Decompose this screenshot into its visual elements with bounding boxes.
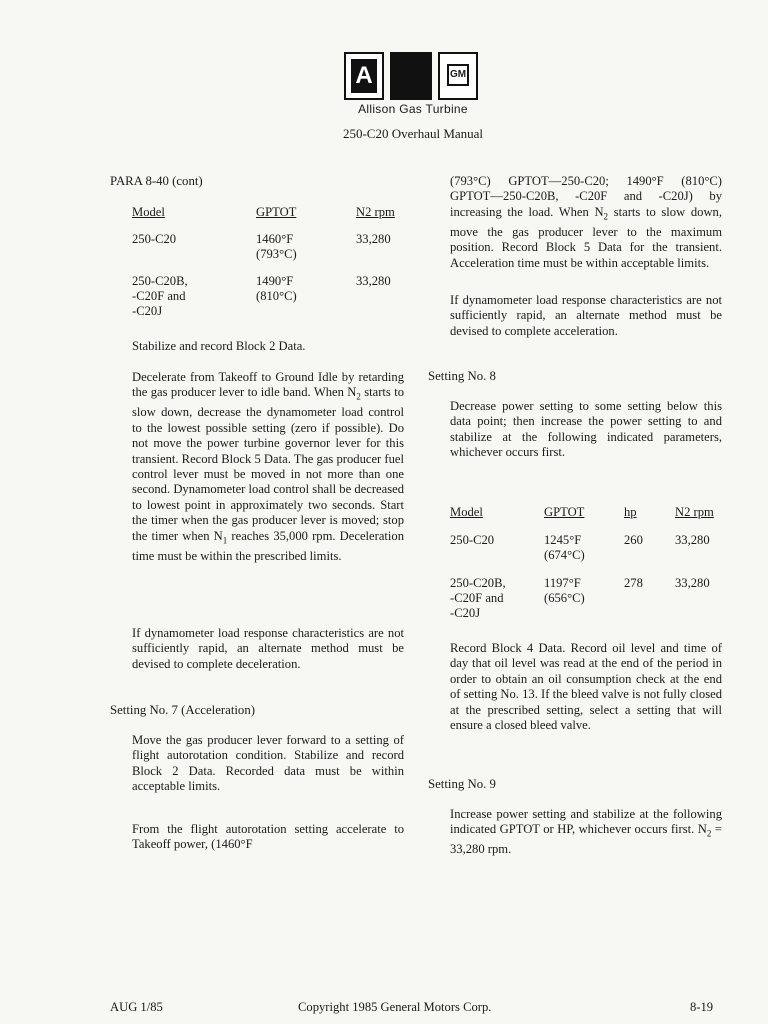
cell-model: 250-C20 bbox=[132, 232, 177, 246]
acceleration-paragraph: Move the gas producer lever forward to a setting of flight autorotation condition. Stabilize and record Block 2 Data. Recorded data must be within acceptable limits. bbox=[132, 733, 404, 794]
dynamometer-decel-paragraph: If dynamometer load response characteristics are not sufficiently rapid, an alternate method must be devised to complete deceleration. bbox=[132, 626, 404, 671]
table-row bbox=[450, 576, 714, 621]
setting-9-heading: Setting No. 9 bbox=[428, 777, 496, 791]
col-header-model: Model bbox=[450, 505, 483, 519]
increase-power-paragraph: Increase power setting and stabilize at the following indicated GPTOT or HP, whichever occurs first. $N_2 = 33,280$ rpm. bbox=[450, 807, 722, 857]
col-header-model: Model bbox=[132, 205, 165, 219]
footer-copyright: Copyright 1985 General Motors Corp. bbox=[298, 1000, 492, 1014]
cell-gptot: 1490°F (810°C) bbox=[256, 274, 297, 303]
table-row bbox=[450, 533, 714, 576]
footer-page-number: 8-19 bbox=[690, 1000, 714, 1014]
col-header-hp: hp bbox=[624, 505, 637, 519]
acceleration-continued-paragraph: (793°C) GPTOT—250-C20; 1490°F (810°C) GPTOT—250-C20B, -C20F and -C20J) by increasing the load. When $N_2$ starts to slow down, move the gas producer lever to the maximum position. Record Block 5 Data for the transient. Acceleration time must be within acceptable limits. bbox=[450, 174, 722, 270]
cell-hp: 260 bbox=[624, 533, 643, 547]
footer-date: AUG 1/85 bbox=[110, 1000, 163, 1014]
cell-gptot: 1197°F (656°C) bbox=[544, 576, 585, 605]
cell-model: 250-C20B, -C20F and -C20J bbox=[450, 576, 506, 620]
record-block4-paragraph: Record Block 4 Data. Record oil level and time of day that oil level was read at the end of the period in order to obtain an oil consumption check at the end of setting No. 13. If the bleed valve is not fully closed at the prescribed setting, select a setting that will ensure a closed bleed valve. bbox=[450, 641, 722, 733]
cell-hp: 278 bbox=[624, 576, 643, 590]
dynamometer-accel-paragraph: If dynamometer load response characteristics are not sufficiently rapid, an alternate method must be devised to complete acceleration. bbox=[450, 293, 722, 338]
gptot-table-2 bbox=[450, 505, 714, 621]
flight-autorotation-paragraph: From the flight autorotation setting accelerate to Takeoff power, (1460°F bbox=[132, 822, 404, 852]
allison-a-glyph: A bbox=[351, 59, 377, 93]
cell-rpm: 33,280 bbox=[675, 533, 710, 547]
cell-model: 250-C20 bbox=[450, 533, 495, 547]
manual-title: 250-C20 Overhaul Manual bbox=[342, 126, 484, 141]
col-header-gptot: GPTOT bbox=[544, 505, 585, 519]
stabilize-text: Stabilize and record Block 2 Data. bbox=[132, 339, 306, 353]
table-header-row bbox=[132, 205, 395, 232]
table-row bbox=[132, 274, 395, 319]
gm-logo-box bbox=[438, 52, 478, 100]
brand-name: Allison Gas Turbine bbox=[358, 102, 468, 116]
setting-7-heading: Setting No. 7 (Acceleration) bbox=[110, 703, 255, 717]
decrease-power-paragraph: Decrease power setting to some setting below this data point; then increase the power setting to and stabilize at the following indicated parameters, whichever occurs first. bbox=[450, 399, 722, 460]
cell-gptot: 1460°F (793°C) bbox=[256, 232, 297, 261]
cell-rpm: 33,280 bbox=[356, 274, 391, 288]
cell-rpm: 33,280 bbox=[675, 576, 710, 590]
table-row bbox=[132, 232, 395, 274]
cell-gptot: 1245°F (674°C) bbox=[544, 533, 585, 562]
decelerate-paragraph: Decelerate from Takeoff to Ground Idle by retarding the gas producer lever to idle band. When $N_2$ starts to slow down, decrease the dynamometer load control to the lowest possible setting (zero if possible). Do not move the power turbine governor lever for this transient. Record Block 5 Data. The gas producer fuel control lever must be moved in not more than one second. Dynamometer load control shall be decreased to lowest point in approximately two seconds. Start the timer when the gas producer lever is moved; stop the timer when $N_1$ reaches 35,000 rpm. Deceleration time must be within the prescribed limits. bbox=[132, 370, 405, 563]
para-heading: PARA 8-40 (cont) bbox=[110, 174, 203, 188]
logo-center-block bbox=[390, 52, 432, 100]
setting-8-heading: Setting No. 8 bbox=[428, 369, 496, 383]
cell-model: 250-C20B, -C20F and -C20J bbox=[132, 274, 188, 318]
col-header-n2rpm: N2 rpm bbox=[675, 505, 714, 519]
gm-glyph: GM bbox=[447, 64, 469, 86]
col-header-gptot: GPTOT bbox=[256, 205, 297, 219]
cell-rpm: 33,280 bbox=[356, 232, 391, 246]
gptot-table-1 bbox=[132, 205, 395, 319]
allison-logo bbox=[344, 52, 480, 100]
col-header-n2rpm: N2 rpm bbox=[356, 205, 395, 219]
table-header-row bbox=[450, 505, 714, 533]
allison-a-logo-box bbox=[344, 52, 384, 100]
